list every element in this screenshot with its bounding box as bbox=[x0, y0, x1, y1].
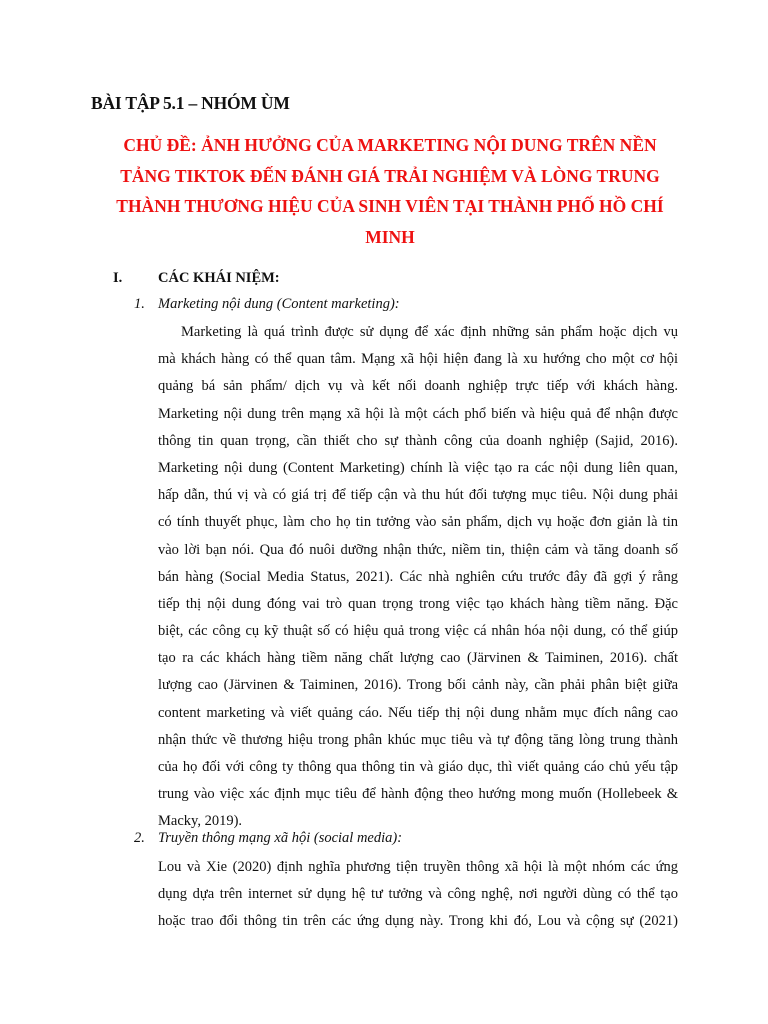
paragraph-line: tạo ra các khách hàng tiềm năng chất lượng cao (Järvinen & Taiminen, 2016). chất bbox=[158, 650, 678, 667]
paragraph-line: Marketing là quá trình được sử dụng để xác định những sản phẩm hoặc dịch vụ bbox=[181, 324, 678, 340]
topic-title bbox=[100, 130, 680, 252]
subsection-title: Truyền thông mạng xã hội (social media): bbox=[158, 830, 403, 846]
paragraph-line: mà khách hàng có thể quan tâm. Mạng xã hội hiện đang là xu hướng cho một cơ hội bbox=[158, 351, 678, 368]
subsection-number: 1. bbox=[134, 296, 145, 312]
topic-line: THÀNH THƯƠNG HIỆU CỦA SINH VIÊN TẠI THÀNH PHỐ HỒ CHÍ bbox=[116, 196, 664, 216]
paragraph-line: biệt, các công cụ kỹ thuật số có hiệu quả trong việc cá nhân hóa nội dung, có thể giúp bbox=[158, 623, 678, 640]
topic-line: CHỦ ĐỀ: ẢNH HƯỞNG CỦA MARKETING NỘI DUNG TRÊN NỀN bbox=[123, 135, 657, 155]
section-number: I. bbox=[113, 270, 123, 286]
paragraph-line: vào lời bạn nói. Qua đó nuôi dưỡng nhận thức, niềm tin, thiện cảm và tăng doanh số bbox=[158, 541, 678, 558]
paragraph-content-marketing bbox=[158, 319, 678, 836]
subsection-number: 2. bbox=[134, 830, 145, 846]
paragraph-line: hoặc trao đổi thông tin trên các ứng dụng này. Trong khi đó, Lou và cộng sự (2021) bbox=[158, 913, 678, 930]
paragraph-line: lượng cao (Järvinen & Taiminen, 2016). Trong bối cảnh này, cần phải phân biệt giữa bbox=[158, 677, 678, 694]
paragraph-line: nhận thức về thương hiệu trong phân khúc mục tiêu và tự động tăng lòng trung thành bbox=[158, 731, 678, 748]
paragraph-line: Lou và Xie (2020) định nghĩa phương tiện truyền thông xã hội là một nhóm các ứng bbox=[158, 859, 678, 875]
paragraph-line: có tính thuyết phục, làm cho họ tin tưởng vào sản phẩm, dịch vụ hoặc đơn giản là tin bbox=[158, 514, 678, 531]
topic-line: TẢNG TIKTOK ĐẾN ĐÁNH GIÁ TRẢI NGHIỆM VÀ LÒNG TRUNG bbox=[120, 165, 660, 186]
subsection-title: Marketing nội dung (Content marketing): bbox=[158, 296, 400, 312]
paragraph-line: của họ đối với công ty thông qua thông tin và giáo dục, thì viết quảng cáo chủ yếu tập bbox=[158, 759, 678, 775]
paragraph-line: tiếp thị nội dung đóng vai trò quan trọng trong việc tạo khách hàng tiềm năng. Đặc bbox=[158, 595, 678, 612]
paragraph-line: bán hàng (Social Media Status, 2021). Các nhà nghiên cứu trước đây đã gợi ý rằng bbox=[158, 568, 678, 585]
paragraph-line: trung vào việc xác định mục tiêu để hành động theo hướng mong muốn (Hollebeek & bbox=[158, 786, 678, 803]
paragraph-line: dụng dựa trên internet sử dụng hệ tư tưởng và công nghệ, nơi người dùng có thể tạo bbox=[158, 886, 678, 903]
paragraph-line: quảng bá sản phẩm/ dịch vụ và kết nối doanh nghiệp trực tiếp với khách hàng. bbox=[158, 378, 678, 395]
document-heading: BÀI TẬP 5.1 – NHÓM ÙM bbox=[91, 93, 290, 113]
paragraph-line: Macky, 2019). bbox=[158, 813, 243, 830]
paragraph-line: thông tin quan trọng, cần thiết cho sự thành công của doanh nghiệp (Sajid, 2016). bbox=[158, 432, 678, 449]
section-title: CÁC KHÁI NIỆM: bbox=[158, 270, 280, 286]
topic-line: MINH bbox=[365, 226, 415, 247]
paragraph-line: hấp dẫn, thú vị và có giá trị để tiếp cận và thu hút đối tượng mục tiêu. Nội dung phải bbox=[158, 487, 678, 504]
paragraph-line: Marketing nội dung trên mạng xã hội là một cách phổ biến và hiệu quả để nhận được bbox=[158, 405, 678, 422]
paragraph-line: Marketing nội dung (Content Marketing) chính là việc tạo ra các nội dung liên quan, bbox=[158, 459, 678, 476]
paragraph-line: content marketing và viết quảng cáo. Nếu tiếp thị nội dung nhằm mục đích nâng cao bbox=[158, 704, 678, 721]
paragraph-social-media bbox=[158, 854, 678, 936]
